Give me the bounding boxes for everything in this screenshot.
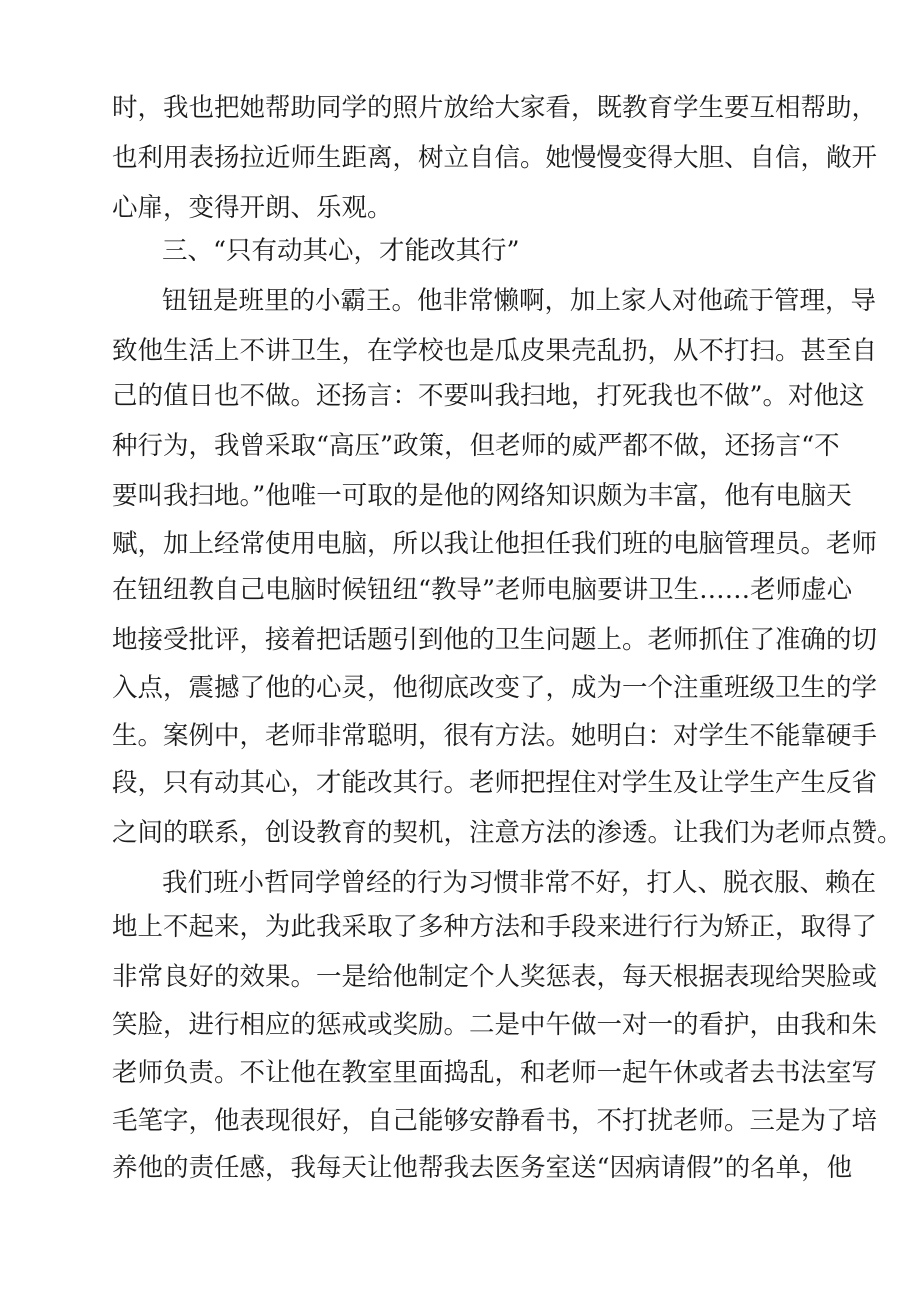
text-line: 非常良好的效果。一是给他制定个人奖惩表，每天根据表现给哭脸或 bbox=[112, 962, 878, 992]
text-line: 段，只有动其心，才能改其行。老师把捏住对学生及让学生产生反省 bbox=[112, 768, 878, 798]
text-line: 养他的责任感，我每天让他帮我去医务室送“因病请假”的名单，他 bbox=[112, 1153, 853, 1183]
text-line: 要叫我扫地。”他唯一可取的是他的网络知识颇为丰富，他有电脑天 bbox=[112, 481, 852, 511]
text-line: 毛笔字，他表现很好，自己能够安静看书，不打扰老师。三是为了培 bbox=[112, 1106, 878, 1136]
section-heading: 三、“只有动其心，才能改其行” bbox=[162, 236, 520, 266]
text-line: 地接受批评，接着把话题引到他的卫生问题上。老师抓住了准确的切 bbox=[112, 625, 878, 655]
text-line: 老师负责。不让他在教室里面捣乱，和老师一起午休或者去书法室写 bbox=[112, 1058, 878, 1088]
text-line: 心扉，变得开朗、乐观。 bbox=[112, 193, 393, 223]
text-line: 种行为，我曾采取“高压”政策，但老师的威严都不做，还扬言“不 bbox=[112, 431, 840, 461]
text-line: 在钮纽教自己电脑时候钮纽“教导”老师电脑要讲卫生……老师虚心 bbox=[112, 575, 853, 605]
text-line: 笑脸，进行相应的惩戒或奖励。二是中午做一对一的看护，由我和朱 bbox=[112, 1010, 878, 1040]
text-line: 地上不起来，为此我采取了多种方法和手段来进行行为矫正，取得了 bbox=[112, 912, 878, 942]
text-line: 生。案例中，老师非常聪明，很有方法。她明白：对学生不能靠硬手 bbox=[112, 721, 878, 751]
text-line: 己的值日也不做。还扬言：不要叫我扫地，打死我也不做”。对他这 bbox=[112, 381, 865, 411]
text-line: 之间的联系，创设教育的契机，注意方法的渗透。让我们为老师点赞。 bbox=[112, 818, 903, 848]
text-line: 赋，加上经常使用电脑，所以我让他担任我们班的电脑管理员。老师 bbox=[112, 529, 878, 559]
text-line: 也利用表扬拉近师生距离，树立自信。她慢慢变得大胆、自信，敞开 bbox=[112, 143, 878, 173]
text-line: 致他生活上不讲卫生，在学校也是瓜皮果壳乱扔，从不打扫。甚至自 bbox=[112, 336, 878, 366]
text-line: 时，我也把她帮助同学的照片放给大家看，既教育学生要互相帮助， bbox=[112, 93, 878, 123]
text-line: 钮钮是班里的小霸王。他非常懒啊，加上家人对他疏于管理，导 bbox=[162, 286, 877, 316]
text-line: 我们班小哲同学曾经的行为习惯非常不好，打人、脱衣服、赖在 bbox=[162, 868, 877, 898]
text-line: 入点，震撼了他的心灵，他彻底改变了，成为一个注重班级卫生的学 bbox=[112, 673, 878, 703]
